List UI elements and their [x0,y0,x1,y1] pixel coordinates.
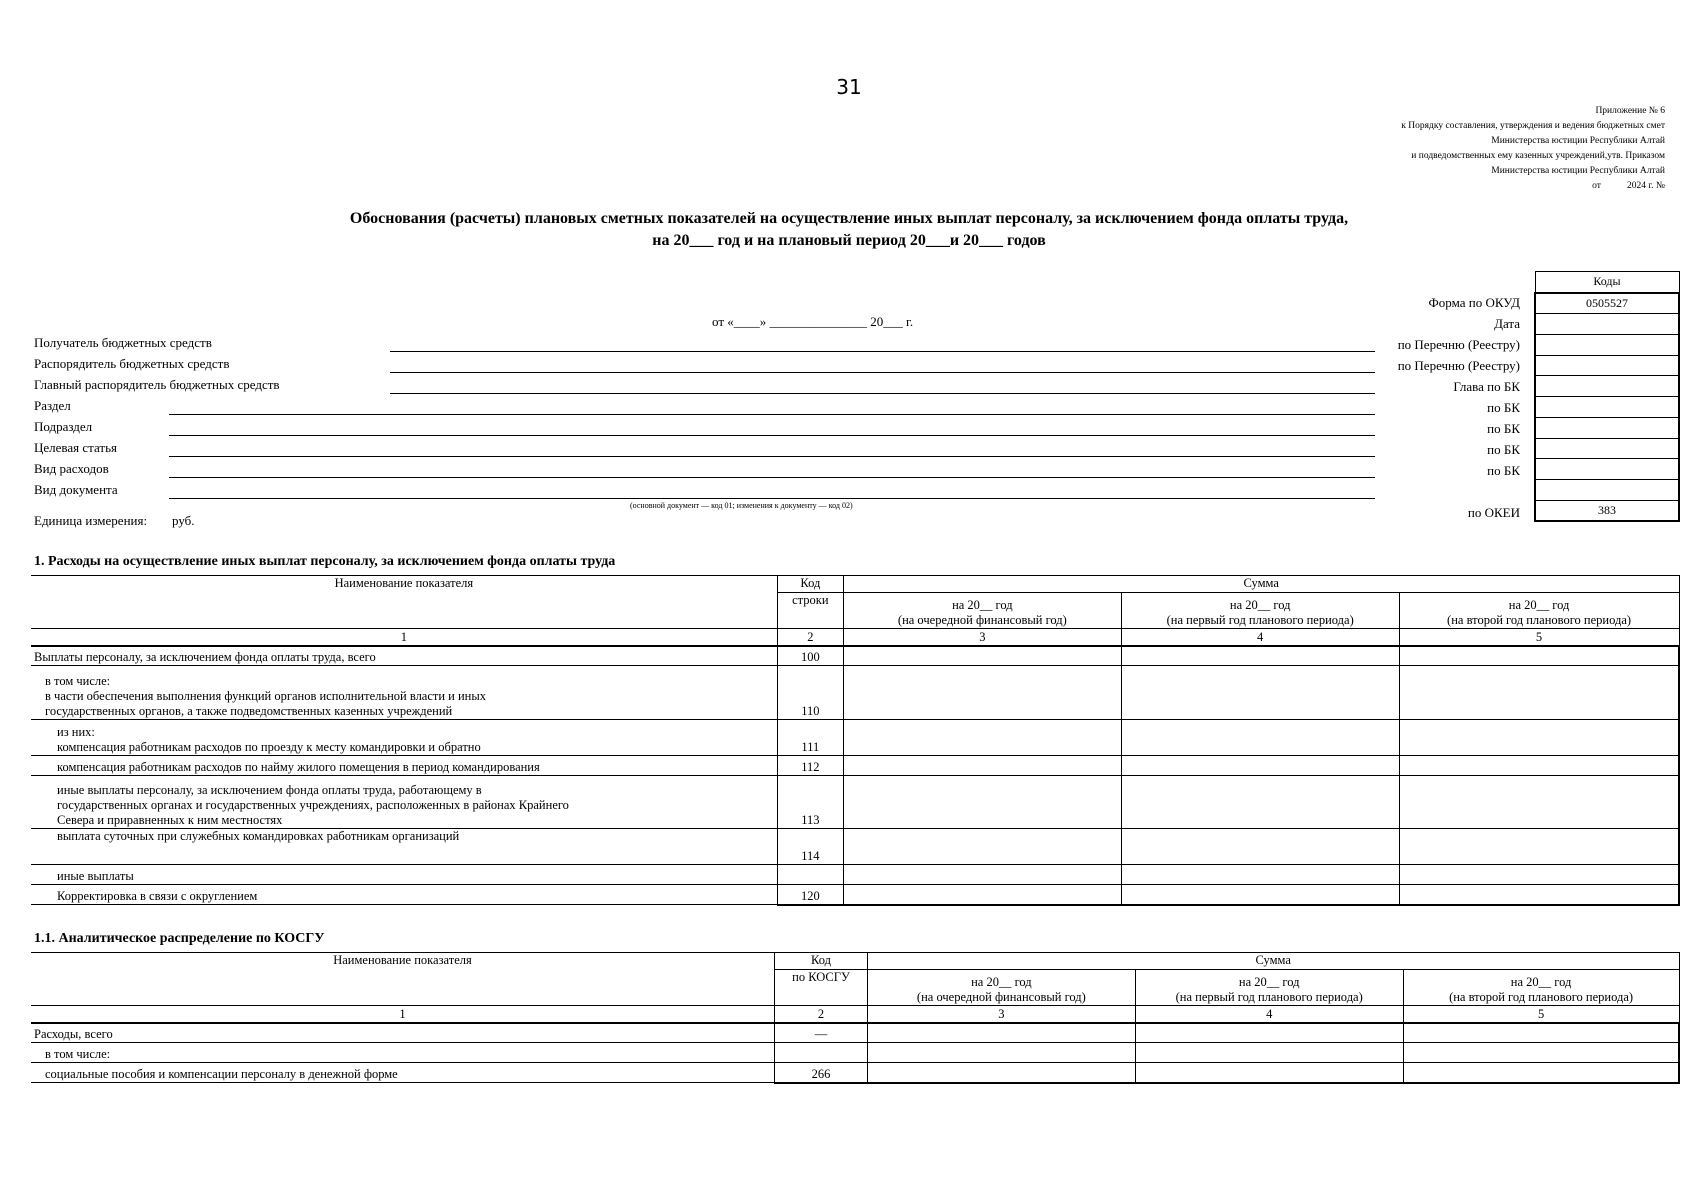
s2-header-code-2: по КОСГУ [775,970,868,1006]
page-number: 31 [836,75,862,99]
s2-cell-year-3[interactable] [1403,1043,1679,1063]
s2-header-code: Код [775,953,868,970]
s1-cell-year-2[interactable] [1121,829,1399,865]
field-label-distributor: Распорядитель бюджетных средств [34,356,230,371]
s1-cell-year-1[interactable] [843,666,1121,720]
s1-header-year-3 [1399,593,1679,629]
s1-row-line: из них: [57,725,95,739]
s2-colnum-4: 4 [1135,1006,1403,1023]
appendix-line: Приложение № 6 [1595,106,1665,116]
appendix-line: Министерства юстиции Республики Алтай [1491,136,1665,146]
field-label-document-type: Вид документа [34,482,118,497]
s1-cell-year-1[interactable] [843,720,1121,756]
s2-cell-year-2[interactable] [1135,1023,1403,1043]
code-label-date: Дата [1494,316,1520,331]
field-label-section: Раздел [34,398,71,413]
s2-cell-year-3[interactable] [1403,1063,1679,1083]
s2-cell-year-1[interactable] [867,1063,1135,1083]
appendix-line: Министерства юстиции Республики Алтай [1491,166,1665,176]
s1-colnum-4: 4 [1121,629,1399,646]
s1-cell-year-1[interactable] [843,865,1121,885]
s1-header-code-2: строки [777,593,843,629]
code-okei[interactable]: 383 [1535,500,1679,521]
code-okud[interactable]: 0505527 [1535,293,1679,314]
s2-year-2-b: (на первый год планового периода) [1175,990,1363,1004]
s2-colnum-2: 2 [775,1006,868,1023]
s2-header-year-2 [1135,970,1403,1006]
s2-colnum-1: 1 [31,1006,775,1023]
field-line-distributor[interactable] [390,372,1375,373]
s1-row-code: 100 [777,646,843,666]
s1-cell-year-1[interactable] [843,756,1121,776]
section-1-title: 1. Расходы на осуществление иных выплат персоналу, за исключением фонда оплаты труда [34,554,616,569]
s2-row-name: социальные пособия и компенсации персоналу в денежной форме [31,1063,775,1083]
s2-year-3-b: (на второй год планового периода) [1449,990,1634,1004]
s1-cell-year-3[interactable] [1399,829,1679,865]
s1-cell-year-1[interactable] [843,646,1121,666]
field-label-recipient: Получатель бюджетных средств [34,335,212,350]
code-bk-target[interactable] [1535,438,1679,459]
section-1-table [31,575,1680,906]
appendix-line: от 2024 г. № [1592,181,1665,191]
s2-year-2-a: на 20__ год [1238,975,1300,989]
code-bk-subsection[interactable] [1535,417,1679,438]
code-label-bk-expense: по БК [1487,463,1520,478]
s1-row-code [777,865,843,885]
s1-row-code: 113 [777,776,843,829]
field-label-expense-type: Вид расходов [34,461,109,476]
s1-row-line: иные выплаты персоналу, за исключением фонда оплаты труда, работающему в [57,783,482,797]
code-label-registry-2: по Перечню (Реестру) [1397,358,1520,373]
s1-cell-year-3[interactable] [1399,865,1679,885]
s1-cell-year-2[interactable] [1121,666,1399,720]
s1-header-sum: Сумма [843,576,1679,593]
s2-row-code: 266 [775,1063,868,1083]
code-bk-section[interactable] [1535,397,1679,418]
appendix-line: к Порядку составления, утверждения и ведения бюджетных смет [1401,121,1665,131]
s1-row-code: 120 [777,885,843,905]
s1-cell-year-3[interactable] [1399,885,1679,905]
s1-year-2-a: на 20__ год [1229,598,1291,612]
code-registry-2[interactable] [1535,355,1679,376]
codes-header: Коды [1535,272,1679,293]
s1-cell-year-3[interactable] [1399,756,1679,776]
s2-header-name: Наименование показателя [31,953,775,1006]
s2-header-year-1 [867,970,1135,1006]
s2-header-sum: Сумма [867,953,1679,970]
s1-year-3-a: на 20__ год [1508,598,1570,612]
code-doc-type[interactable] [1535,479,1679,500]
s2-cell-year-3[interactable] [1403,1023,1679,1043]
s1-row-name: иные выплаты [31,865,777,885]
document-type-note: (основной документ — код 01; изменения к документу — код 02) [630,501,853,510]
code-label-bk-section: по БК [1487,400,1520,415]
s1-header-name: Наименование показателя [31,576,777,629]
s1-cell-year-2[interactable] [1121,756,1399,776]
field-label-target-item: Целевая статья [34,440,118,455]
s2-cell-year-2[interactable] [1135,1043,1403,1063]
document-date-line: от «____» _______________ 20___ г. [712,314,914,329]
field-line-expense-type[interactable] [169,477,1375,478]
code-label-bk-target: по БК [1487,442,1520,457]
s1-year-3-b: (на второй год планового периода) [1447,613,1632,627]
field-line-section[interactable] [169,414,1375,415]
s1-header-year-2 [1121,593,1399,629]
s1-cell-year-2[interactable] [1121,865,1399,885]
s1-cell-year-3[interactable] [1399,646,1679,666]
code-registry-1[interactable] [1535,335,1679,356]
section-2-table [31,952,1680,1084]
s1-row-name: Выплаты персоналу, за исключением фонда оплаты труда, всего [31,646,777,666]
s1-colnum-5: 5 [1399,629,1679,646]
document-title-line2: на 20___ год и на плановый период 20___и 20___ годов [652,232,1046,249]
s1-row-line: в том числе: [45,674,111,688]
s2-header-year-3 [1403,970,1679,1006]
s2-cell-year-1[interactable] [867,1043,1135,1063]
s1-cell-year-1[interactable] [843,829,1121,865]
s1-cell-year-3[interactable] [1399,776,1679,829]
s1-row-name: Корректировка в связи с округлением [31,885,777,905]
s1-row-code: 114 [777,829,843,865]
s1-row-line: компенсация работникам расходов по проезду к месту командировки и обратно [57,740,481,754]
section-2-title: 1.1. Аналитическое распределение по КОСГУ [34,931,325,946]
s1-row-name: компенсация работникам расходов по найму жилого помещения в период командирования [31,756,777,776]
s1-row-name: выплата суточных при служебных командировках работникам организаций [31,829,777,865]
code-label-chapter-bk: Глава по БК [1453,379,1520,394]
field-line-target-item[interactable] [169,456,1375,457]
s1-row-name [31,666,777,720]
s2-colnum-3: 3 [867,1006,1135,1023]
s1-row-line: в части обеспечения выполнения функций органов исполнительной власти и иных [45,689,487,703]
field-label-main-distributor: Главный распорядитель бюджетных средств [34,377,280,392]
field-line-main-distributor[interactable] [390,393,1375,394]
s1-cell-year-2[interactable] [1121,646,1399,666]
s1-colnum-2: 2 [777,629,843,646]
s1-row-code: 112 [777,756,843,776]
s1-header-code: Код [777,576,843,593]
s1-year-1-b: (на очередной финансовый год) [897,613,1067,627]
s1-row-line: государственных органов, а также подведомственных казенных учреждений [45,704,453,718]
s1-cell-year-2[interactable] [1121,776,1399,829]
code-date[interactable] [1535,314,1679,335]
s1-cell-year-3[interactable] [1399,720,1679,756]
s1-row-code: 111 [777,720,843,756]
s2-year-1-b: (на очередной финансовый год) [916,990,1086,1004]
s1-row-name [31,720,777,756]
code-bk-expense[interactable] [1535,459,1679,480]
s1-row-line: Севера и приравненных к ним местностях [57,813,283,827]
s2-cell-year-1[interactable] [867,1023,1135,1043]
document-title-line1: Обоснования (расчеты) плановых сметных показателей на осуществление иных выплат персоналу, за исключением фонда оплаты труда, [349,210,1349,227]
field-line-recipient[interactable] [390,351,1375,352]
code-chapter-bk[interactable] [1535,376,1679,397]
s2-year-3-a: на 20__ год [1510,975,1572,989]
s1-cell-year-1[interactable] [843,776,1121,829]
code-label-okud: Форма по ОКУД [1428,295,1520,310]
s2-row-code [775,1043,868,1063]
unit-value: руб. [172,513,195,528]
s2-colnum-5: 5 [1403,1006,1679,1023]
s1-cell-year-2[interactable] [1121,885,1399,905]
code-label-okei: по ОКЕИ [1467,505,1520,520]
s2-cell-year-2[interactable] [1135,1063,1403,1083]
appendix-line: и подведомственных ему казенных учреждений,утв. Приказом [1411,151,1665,161]
field-line-subsection[interactable] [169,435,1375,436]
field-line-document-type[interactable] [169,498,1375,499]
s1-colnum-1: 1 [31,629,777,646]
s2-year-1-a: на 20__ год [971,975,1032,989]
s2-row-name: в том числе: [31,1043,775,1063]
code-label-registry-1: по Перечню (Реестру) [1397,337,1520,352]
unit-label: Единица измерения: [34,513,148,528]
s1-year-1-a: на 20__ год [952,598,1013,612]
s1-cell-year-2[interactable] [1121,720,1399,756]
codes-labels [1300,292,1520,523]
field-label-subsection: Подраздел [34,419,93,434]
s1-year-2-b: (на первый год планового периода) [1166,613,1354,627]
s1-colnum-3: 3 [843,629,1121,646]
s1-cell-year-3[interactable] [1399,666,1679,720]
s1-row-line: государственных органах и государственных учреждениях, расположенных в районах Крайнего [57,798,569,812]
s1-header-year-1 [843,593,1121,629]
code-label-doc-type [1300,481,1520,502]
s1-row-code: 110 [777,666,843,720]
appendix-note [1401,104,1665,194]
s1-row-name [31,776,777,829]
s2-row-name: Расходы, всего [31,1023,775,1043]
s1-cell-year-1[interactable] [843,885,1121,905]
codes-table [1534,271,1680,522]
s2-row-code: — [775,1023,868,1043]
code-label-bk-subsection: по БК [1487,421,1520,436]
